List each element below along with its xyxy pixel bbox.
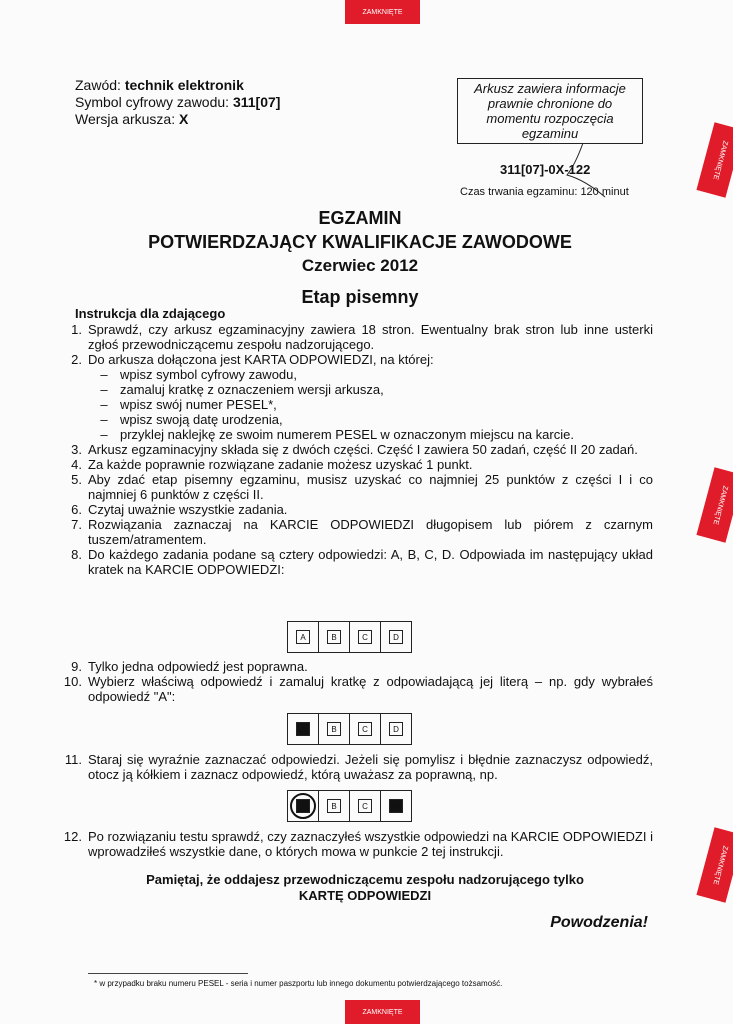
answer-box-a-filled: A	[288, 714, 319, 744]
answer-grid-example-corrected	[287, 790, 412, 822]
instruction-item: 7. Rozwiązania zaznaczaj na KARCIE ODPOWIEDZI długopisem lub piórem z czarnym tuszem/atramentem.	[71, 517, 653, 547]
instruction-item: 11. Staraj się wyraźnie zaznaczać odpowiedzi. Jeżeli się pomylisz i błędnie zaznaczysz odpowiedź, otocz ją kółkiem i zaznacz odpowiedź, którą uważasz za poprawną, np.	[64, 752, 653, 782]
footnote-divider	[88, 973, 248, 974]
instructions-list-cont2	[60, 752, 653, 782]
reminder-line-1: Pamiętaj, że oddajesz przewodniczącemu zespołu nadzorującego tylko	[146, 872, 584, 887]
confidential-notice-box: Arkusz zawiera informacje prawnie chronione do momentu rozpoczęcia egzaminu	[457, 78, 643, 144]
answer-box-c: C	[350, 791, 381, 821]
answer-box-d-filled: D	[381, 791, 411, 821]
instruction-item: 5. Aby zdać etap pisemny egzaminu, musisz uzyskać co najmniej 25 punktów z części I i co najmniej 6 punktów z części II.	[71, 472, 653, 502]
instruction-item: 2. Do arkusza dołączona jest KARTA ODPOWIEDZI, na której:	[71, 352, 434, 367]
list-item: – wpisz symbol cyfrowy zawodu,	[100, 367, 297, 382]
instruction-item: 1. Sprawdź, czy arkusz egzaminacyjny zawiera 18 stron. Ewentualny brak stron lub inne usterki zgłoś przewodniczącemu zespołu nadzorującego.	[71, 322, 653, 352]
title-exam: EGZAMIN	[318, 208, 402, 228]
list-item: – wpisz swój numer PESEL*,	[100, 397, 277, 412]
title-qualification: POTWIERDZAJĄCY KWALIFIKACJE ZAWODOWE	[148, 232, 572, 252]
answer-box-c: C	[350, 622, 381, 652]
answer-box-b: B	[319, 714, 350, 744]
security-stamp-right-1: ZAMKNIĘTE	[696, 122, 733, 197]
symbol-line: Symbol cyfrowy zawodu: 311[07]	[75, 94, 281, 110]
title-stage: Etap pisemny	[301, 287, 419, 307]
exam-code: 311[07]-0X-122	[500, 162, 591, 177]
security-stamp-bottom: ZAMKNIĘTE	[345, 1000, 420, 1024]
instruction-item: 10. Wybierz właściwą odpowiedź i zamaluj kratkę z odpowiadającą jej literą – np. gdy wybrałeś odpowiedź "A":	[63, 674, 653, 704]
instructions-heading: Instrukcja dla zdającego	[75, 306, 226, 321]
answer-box-d: D	[381, 714, 411, 744]
instructions-list	[60, 322, 653, 577]
list-item: – przyklej naklejkę ze swoim numerem PESEL w oznaczonym miejscu na karcie.	[100, 427, 574, 442]
answer-box-d: D	[381, 622, 411, 652]
exam-duration: Czas trwania egzaminu: 120 minut	[460, 186, 629, 198]
answer-grid-example-filled	[287, 713, 412, 745]
security-stamp-right-3: ZAMKNIĘTE	[696, 827, 733, 902]
good-luck-text: Powodzenia!	[550, 914, 648, 931]
answer-card-steps	[60, 367, 653, 442]
symbol-value: 311[07]	[232, 94, 281, 110]
profession-line: Zawód: technik elektronik	[75, 77, 244, 93]
instruction-item: 12. Po rozwiązaniu testu sprawdź, czy zaznaczyłeś wszystkie odpowiedzi na KARCIE ODPOWIEDZI i wprowadziłeś wszystkie dane, o których mowa w punkcie 2 tej instrukcji.	[63, 829, 653, 859]
header-block	[75, 77, 280, 128]
answer-box-b: B	[319, 622, 350, 652]
footnote: * w przypadku braku numeru PESEL - seria i numer paszportu lub innego dokumentu potwierdzającego tożsamość.	[94, 979, 503, 988]
answer-grid-example-empty	[287, 621, 412, 653]
circle-mark-icon: A	[290, 793, 316, 819]
instruction-item: 4. Za każde poprawnie rozwiązane zadanie możesz uzyskać 1 punkt.	[71, 457, 473, 472]
profession-value: technik elektronik	[124, 77, 244, 93]
instruction-item: 6. Czytaj uważnie wszystkie zadania.	[71, 502, 288, 517]
version-line: Wersja arkusza: X	[75, 111, 189, 127]
answer-box-c: C	[350, 714, 381, 744]
list-item: – wpisz swoją datę urodzenia,	[100, 412, 283, 427]
security-stamp-right-2: ZAMKNIĘTE	[696, 467, 733, 542]
answer-box-a: A	[288, 622, 319, 652]
security-stamp-top: ZAMKNIĘTE	[345, 0, 420, 24]
instruction-item: 3. Arkusz egzaminacyjny składa się z dwóch części. Część I zawiera 50 zadań, część II 20 zadań.	[71, 442, 638, 457]
instruction-item: 9. Tylko jedna odpowiedź jest poprawna.	[71, 659, 308, 674]
instructions-list-cont	[60, 659, 653, 704]
instruction-item: 8. Do każdego zadania podane są cztery odpowiedzi: A, B, C, D. Odpowiada im następujący układ kratek na KARCIE ODPOWIEDZI:	[71, 547, 653, 577]
instructions-list-cont3	[60, 829, 653, 859]
answer-box-a-circled	[288, 791, 319, 821]
title-date: Czerwiec 2012	[301, 256, 419, 275]
answer-box-b: B	[319, 791, 350, 821]
list-item: – zamaluj kratkę z oznaczeniem wersji arkusza,	[100, 382, 384, 397]
version-value: X	[179, 111, 189, 127]
reminder-line-2: KARTĘ ODPOWIEDZI	[298, 888, 432, 903]
